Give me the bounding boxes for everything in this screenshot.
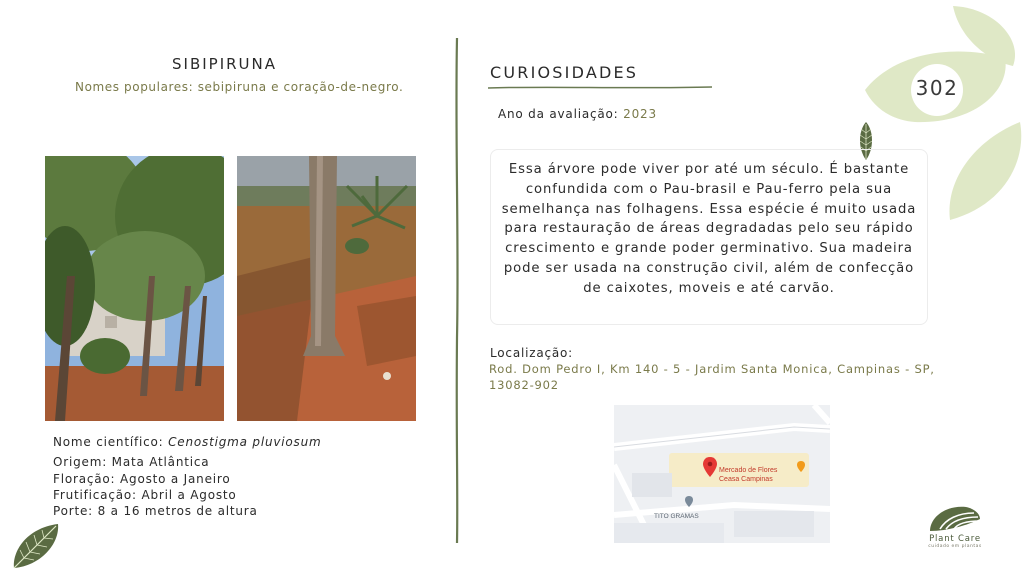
tree-photo-canopy [45,156,224,421]
year-value: 2023 [623,107,657,121]
curiosities-heading: CURIOSIDADES [490,63,639,82]
location-address[interactable]: Rod. Dom Pedro I, Km 140 - 5 - Jardim Santa Monica, Campinas - SP, 13082-902 [489,362,935,392]
column-divider [453,38,461,543]
logo-name: Plant Care [929,534,981,544]
scientific-name [53,435,321,449]
location-label: Localização: [490,346,574,360]
scientific-name-label: Nome científico: [53,435,169,449]
map-place-line1: Mercado de Flores [719,467,778,474]
curiosity-text: Essa árvore pode viver por até um século. É bastante confundida com o Pau-brasil e Pau-ferro pela sua semelhança nas folhagens. Essa espécie é muito usada para restauração de áreas degradadas pelo seu rápido crescimento e grande poder germinativo. Sua madeira pode ser usada na construção civil, além de confecção de caixotes, moveis e até carvão. [501,162,917,296]
tree-photo-trunk [237,156,416,421]
map-secondary-place: TITO GRAMAS [654,513,699,520]
plant-title: SIBIPIRUNA [172,55,278,73]
flowering-text: Floração: Agosto a Janeiro [53,472,231,486]
plant-care-logo-icon [928,503,982,533]
leaf-shape [949,122,1021,220]
map-place-line2: Ceasa Campinas [719,476,773,483]
heading-underline [488,85,713,91]
origin-text: Origem: Mata Atlântica [53,455,210,469]
fruiting-text: Frutificação: Abril a Agosto [53,488,237,502]
curiosity-box [490,149,928,325]
evaluation-year [498,107,657,121]
popular-names: Nomes populares: sebipiruna e coração-de-negro. [75,80,404,94]
page-number: 302 [915,76,959,100]
location-map[interactable] [614,405,830,543]
logo-tagline: cuidado em plantas [928,544,982,549]
year-label: Ano da avaliação: [498,107,624,121]
scientific-name-value: Cenostigma pluviosum [168,435,322,449]
decorative-leaf-bottom-left [10,522,62,570]
size-text: Porte: 8 a 16 metros de altura [53,504,258,518]
